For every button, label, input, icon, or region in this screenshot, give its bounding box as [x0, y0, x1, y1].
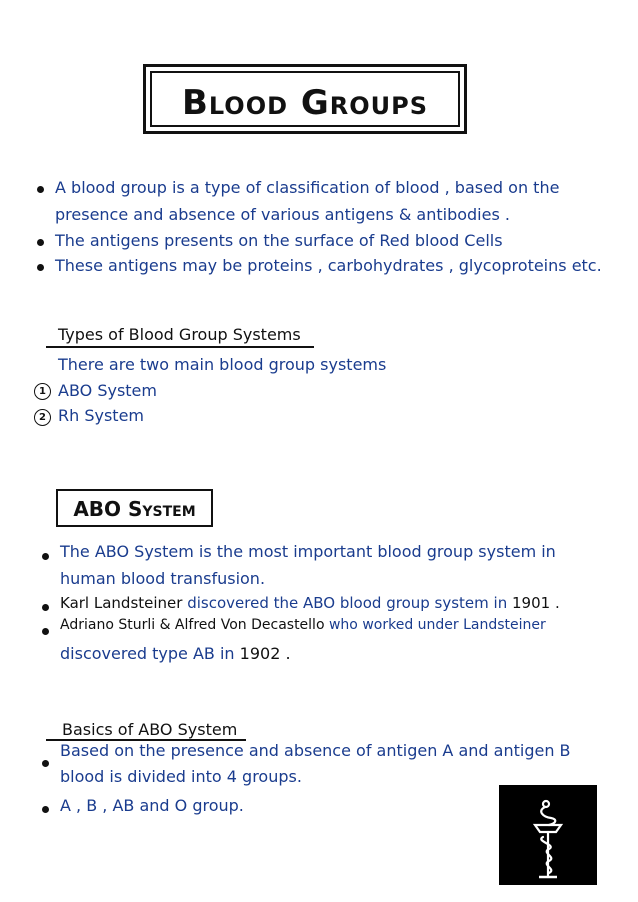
types-item-rh: Rh System	[58, 406, 145, 425]
bullet-dot	[42, 760, 49, 767]
bullet-dot	[37, 264, 44, 271]
page-title: Blood Groups	[181, 83, 429, 123]
bullet-dot	[42, 806, 49, 813]
abo-bullet-3-text: who worked under Landsteiner	[328, 617, 546, 633]
intro-bullet-3: These antigens may be proteins , carbohydrates , glycoproteins etc.	[55, 256, 602, 275]
types-heading-underline	[46, 346, 314, 348]
abo-bullet-2-year: 1901 .	[512, 594, 560, 612]
intro-bullet-2: The antigens presents on the surface of Red blood Cells	[55, 231, 503, 250]
abo-bullet-1-line-2: human blood transfusion.	[60, 569, 266, 588]
medical-logo	[499, 785, 597, 885]
intro-bullet-1-line-1: A blood group is a type of classification of blood , based on the	[55, 178, 560, 197]
types-intro: There are two main blood group systems	[58, 355, 387, 374]
basics-bullet-1-line-1: Based on the presence and absence of antigen A and antigen B	[60, 741, 571, 760]
intro-bullet-1-line-2: presence and absence of various antigens & antibodies .	[55, 205, 510, 224]
abo-bullet-2	[60, 594, 560, 612]
abo-bullet-3-discovered: discovered type AB in	[60, 644, 235, 663]
abo-heading-box	[56, 489, 213, 527]
title-box	[143, 64, 467, 134]
abo-bullet-2-text: discovered the ABO blood group system in	[187, 594, 508, 612]
bullet-dot	[37, 186, 44, 193]
abo-bullet-2-name: Karl Landsteiner	[60, 594, 183, 612]
bullet-dot	[42, 628, 49, 635]
abo-bullet-3-line-1	[60, 617, 546, 633]
basics-bullet-2: A , B , AB and O group.	[60, 796, 244, 815]
bullet-dot	[42, 553, 49, 560]
abo-bullet-3-year: 1902 .	[239, 644, 291, 663]
abo-bullet-3-line-2	[60, 644, 291, 663]
basics-heading: Basics of ABO System	[62, 720, 238, 739]
bullet-dot	[42, 604, 49, 611]
types-heading: Types of Blood Group Systems	[58, 325, 301, 344]
types-item-abo: ABO System	[58, 381, 157, 400]
number-marker-1: 1	[34, 383, 51, 400]
abo-heading: ABO System	[73, 497, 196, 521]
bullet-dot	[37, 239, 44, 246]
abo-bullet-3-names: Adriano Sturli & Alfred Von Decastello	[60, 617, 325, 633]
abo-bullet-1-line-1: The ABO System is the most important blood group system in	[60, 542, 556, 561]
rod-of-asclepius-icon	[499, 785, 597, 885]
number-marker-2: 2	[34, 409, 51, 426]
basics-bullet-1-line-2: blood is divided into 4 groups.	[60, 767, 302, 786]
